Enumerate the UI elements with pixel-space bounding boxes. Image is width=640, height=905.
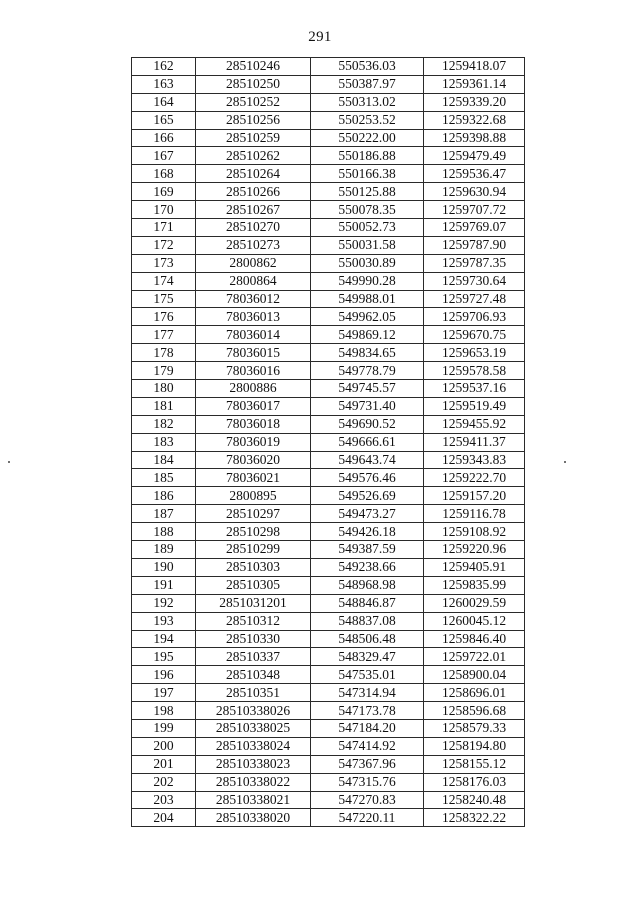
point-number-cell: 162 (132, 58, 196, 76)
point-id-cell: 2800895 (196, 487, 311, 505)
table-row (132, 737, 525, 755)
point-number-cell: 178 (132, 344, 196, 362)
point-number-cell: 173 (132, 254, 196, 272)
x-coordinate-cell: 550186.88 (311, 147, 424, 165)
point-id-cell: 2800862 (196, 254, 311, 272)
y-coordinate-cell: 1259361.14 (424, 75, 525, 93)
point-number-cell: 165 (132, 111, 196, 129)
x-coordinate-cell: 550166.38 (311, 165, 424, 183)
x-coordinate-cell: 549387.59 (311, 541, 424, 559)
y-coordinate-cell: 1258176.03 (424, 773, 525, 791)
point-number-cell: 198 (132, 702, 196, 720)
table-row (132, 487, 525, 505)
point-id-cell: 78036014 (196, 326, 311, 344)
y-coordinate-cell: 1258322.22 (424, 809, 525, 827)
x-coordinate-cell: 550313.02 (311, 93, 424, 111)
x-coordinate-cell: 548837.08 (311, 612, 424, 630)
y-coordinate-cell: 1259787.90 (424, 236, 525, 254)
x-coordinate-cell: 549666.61 (311, 433, 424, 451)
table-row (132, 272, 525, 290)
x-coordinate-cell: 547315.76 (311, 773, 424, 791)
y-coordinate-cell: 1259322.68 (424, 111, 525, 129)
point-id-cell: 28510266 (196, 183, 311, 201)
y-coordinate-cell: 1259730.64 (424, 272, 525, 290)
table-row (132, 451, 525, 469)
y-coordinate-cell: 1259846.40 (424, 630, 525, 648)
point-id-cell: 28510298 (196, 523, 311, 541)
x-coordinate-cell: 549690.52 (311, 415, 424, 433)
point-id-cell: 28510338020 (196, 809, 311, 827)
table-row (132, 93, 525, 111)
point-number-cell: 200 (132, 737, 196, 755)
table-row (132, 433, 525, 451)
point-id-cell: 28510303 (196, 558, 311, 576)
y-coordinate-cell: 1259769.07 (424, 219, 525, 237)
point-id-cell: 28510259 (196, 129, 311, 147)
point-number-cell: 203 (132, 791, 196, 809)
table-row (132, 165, 525, 183)
table-row (132, 612, 525, 630)
x-coordinate-cell: 549962.05 (311, 308, 424, 326)
x-coordinate-cell: 549238.66 (311, 558, 424, 576)
x-coordinate-cell: 547414.92 (311, 737, 424, 755)
x-coordinate-cell: 550222.00 (311, 129, 424, 147)
point-id-cell: 2800864 (196, 272, 311, 290)
point-number-cell: 193 (132, 612, 196, 630)
point-id-cell: 78036015 (196, 344, 311, 362)
x-coordinate-cell: 549778.79 (311, 362, 424, 380)
y-coordinate-cell: 1260045.12 (424, 612, 525, 630)
y-coordinate-cell: 1259411.37 (424, 433, 525, 451)
point-number-cell: 202 (132, 773, 196, 791)
y-coordinate-cell: 1259108.92 (424, 523, 525, 541)
y-coordinate-cell: 1259405.91 (424, 558, 525, 576)
point-number-cell: 170 (132, 201, 196, 219)
table-row (132, 236, 525, 254)
point-number-cell: 167 (132, 147, 196, 165)
x-coordinate-cell: 549426.18 (311, 523, 424, 541)
point-id-cell: 28510297 (196, 505, 311, 523)
table-row (132, 755, 525, 773)
point-id-cell: 28510348 (196, 666, 311, 684)
x-coordinate-cell: 548506.48 (311, 630, 424, 648)
y-coordinate-cell: 1259722.01 (424, 648, 525, 666)
y-coordinate-cell: 1259707.72 (424, 201, 525, 219)
table-row (132, 58, 525, 76)
point-number-cell: 199 (132, 719, 196, 737)
x-coordinate-cell: 549834.65 (311, 344, 424, 362)
x-coordinate-cell: 549473.27 (311, 505, 424, 523)
point-number-cell: 176 (132, 308, 196, 326)
table-row (132, 469, 525, 487)
y-coordinate-cell: 1259670.75 (424, 326, 525, 344)
y-coordinate-cell: 1259479.49 (424, 147, 525, 165)
table-row (132, 397, 525, 415)
point-id-cell: 28510273 (196, 236, 311, 254)
point-number-cell: 184 (132, 451, 196, 469)
table-body (132, 58, 525, 827)
point-number-cell: 185 (132, 469, 196, 487)
x-coordinate-cell: 549526.69 (311, 487, 424, 505)
y-coordinate-cell: 1259536.47 (424, 165, 525, 183)
point-id-cell: 28510262 (196, 147, 311, 165)
x-coordinate-cell: 547173.78 (311, 702, 424, 720)
y-coordinate-cell: 1259418.07 (424, 58, 525, 76)
y-coordinate-cell: 1259727.48 (424, 290, 525, 308)
point-id-cell: 28510270 (196, 219, 311, 237)
point-id-cell: 28510267 (196, 201, 311, 219)
table-row (132, 702, 525, 720)
x-coordinate-cell: 548846.87 (311, 594, 424, 612)
point-number-cell: 201 (132, 755, 196, 773)
point-id-cell: 78036017 (196, 397, 311, 415)
x-coordinate-cell: 547367.96 (311, 755, 424, 773)
y-coordinate-cell: 1259222.70 (424, 469, 525, 487)
y-coordinate-cell: 1259116.78 (424, 505, 525, 523)
y-coordinate-cell: 1259398.88 (424, 129, 525, 147)
y-coordinate-cell: 1259339.20 (424, 93, 525, 111)
scan-speck-left (8, 461, 10, 463)
table-row (132, 415, 525, 433)
table-row (132, 773, 525, 791)
x-coordinate-cell: 549731.40 (311, 397, 424, 415)
table-row (132, 523, 525, 541)
point-number-cell: 169 (132, 183, 196, 201)
point-number-cell: 177 (132, 326, 196, 344)
point-number-cell: 183 (132, 433, 196, 451)
y-coordinate-cell: 1258240.48 (424, 791, 525, 809)
point-number-cell: 175 (132, 290, 196, 308)
point-id-cell: 28510330 (196, 630, 311, 648)
y-coordinate-cell: 1258579.33 (424, 719, 525, 737)
point-number-cell: 180 (132, 380, 196, 398)
table-row (132, 594, 525, 612)
x-coordinate-cell: 548329.47 (311, 648, 424, 666)
table-row (132, 576, 525, 594)
point-id-cell: 78036012 (196, 290, 311, 308)
x-coordinate-cell: 549990.28 (311, 272, 424, 290)
page-number: 291 (308, 29, 332, 45)
x-coordinate-cell: 550052.73 (311, 219, 424, 237)
table-row (132, 558, 525, 576)
table-row (132, 183, 525, 201)
y-coordinate-cell: 1259343.83 (424, 451, 525, 469)
y-coordinate-cell: 1259835.99 (424, 576, 525, 594)
y-coordinate-cell: 1260029.59 (424, 594, 525, 612)
point-number-cell: 174 (132, 272, 196, 290)
point-number-cell: 197 (132, 684, 196, 702)
point-id-cell: 28510312 (196, 612, 311, 630)
point-number-cell: 168 (132, 165, 196, 183)
table-row (132, 326, 525, 344)
y-coordinate-cell: 1258155.12 (424, 755, 525, 773)
y-coordinate-cell: 1259706.93 (424, 308, 525, 326)
table-row (132, 308, 525, 326)
point-number-cell: 172 (132, 236, 196, 254)
point-id-cell: 28510250 (196, 75, 311, 93)
table-row (132, 630, 525, 648)
scan-speck-right (564, 461, 566, 463)
table-row (132, 380, 525, 398)
y-coordinate-cell: 1258194.80 (424, 737, 525, 755)
x-coordinate-cell: 549643.74 (311, 451, 424, 469)
point-id-cell: 78036019 (196, 433, 311, 451)
x-coordinate-cell: 548968.98 (311, 576, 424, 594)
x-coordinate-cell: 550253.52 (311, 111, 424, 129)
y-coordinate-cell: 1259630.94 (424, 183, 525, 201)
x-coordinate-cell: 550536.03 (311, 58, 424, 76)
table-row (132, 219, 525, 237)
table-row (132, 129, 525, 147)
y-coordinate-cell: 1259519.49 (424, 397, 525, 415)
table-row (132, 505, 525, 523)
point-number-cell: 190 (132, 558, 196, 576)
y-coordinate-cell: 1259578.58 (424, 362, 525, 380)
x-coordinate-cell: 550387.97 (311, 75, 424, 93)
point-number-cell: 192 (132, 594, 196, 612)
x-coordinate-cell: 547184.20 (311, 719, 424, 737)
point-id-cell: 2800886 (196, 380, 311, 398)
x-coordinate-cell: 549576.46 (311, 469, 424, 487)
point-id-cell: 28510252 (196, 93, 311, 111)
point-number-cell: 163 (132, 75, 196, 93)
point-id-cell: 78036016 (196, 362, 311, 380)
table-row (132, 791, 525, 809)
point-number-cell: 166 (132, 129, 196, 147)
table-row (132, 648, 525, 666)
x-coordinate-cell: 549988.01 (311, 290, 424, 308)
table-row (132, 147, 525, 165)
y-coordinate-cell: 1259220.96 (424, 541, 525, 559)
x-coordinate-cell: 549869.12 (311, 326, 424, 344)
point-id-cell: 28510338025 (196, 719, 311, 737)
point-number-cell: 191 (132, 576, 196, 594)
point-id-cell: 28510246 (196, 58, 311, 76)
point-id-cell: 28510338022 (196, 773, 311, 791)
point-id-cell: 28510305 (196, 576, 311, 594)
table-row (132, 684, 525, 702)
table-row (132, 290, 525, 308)
point-number-cell: 182 (132, 415, 196, 433)
x-coordinate-cell: 550031.58 (311, 236, 424, 254)
point-id-cell: 2851031201 (196, 594, 311, 612)
point-id-cell: 28510338023 (196, 755, 311, 773)
point-id-cell: 78036021 (196, 469, 311, 487)
point-id-cell: 28510264 (196, 165, 311, 183)
point-id-cell: 28510256 (196, 111, 311, 129)
point-id-cell: 78036018 (196, 415, 311, 433)
point-id-cell: 78036020 (196, 451, 311, 469)
y-coordinate-cell: 1259537.16 (424, 380, 525, 398)
x-coordinate-cell: 550125.88 (311, 183, 424, 201)
point-number-cell: 186 (132, 487, 196, 505)
table-row (132, 362, 525, 380)
point-number-cell: 189 (132, 541, 196, 559)
point-id-cell: 28510337 (196, 648, 311, 666)
point-number-cell: 188 (132, 523, 196, 541)
table-row (132, 75, 525, 93)
table-row (132, 666, 525, 684)
y-coordinate-cell: 1258696.01 (424, 684, 525, 702)
point-number-cell: 171 (132, 219, 196, 237)
point-id-cell: 78036013 (196, 308, 311, 326)
point-number-cell: 164 (132, 93, 196, 111)
x-coordinate-cell: 547314.94 (311, 684, 424, 702)
y-coordinate-cell: 1259653.19 (424, 344, 525, 362)
table-row (132, 111, 525, 129)
table-row (132, 719, 525, 737)
point-id-cell: 28510351 (196, 684, 311, 702)
y-coordinate-cell: 1259157.20 (424, 487, 525, 505)
point-number-cell: 187 (132, 505, 196, 523)
point-id-cell: 28510338021 (196, 791, 311, 809)
point-number-cell: 195 (132, 648, 196, 666)
table-row (132, 254, 525, 272)
table-row (132, 201, 525, 219)
point-number-cell: 194 (132, 630, 196, 648)
point-number-cell: 181 (132, 397, 196, 415)
x-coordinate-cell: 550030.89 (311, 254, 424, 272)
point-id-cell: 28510299 (196, 541, 311, 559)
y-coordinate-cell: 1259455.92 (424, 415, 525, 433)
x-coordinate-cell: 547535.01 (311, 666, 424, 684)
point-id-cell: 28510338024 (196, 737, 311, 755)
point-number-cell: 204 (132, 809, 196, 827)
coordinates-table (131, 57, 525, 827)
point-id-cell: 28510338026 (196, 702, 311, 720)
table-row (132, 344, 525, 362)
y-coordinate-cell: 1258900.04 (424, 666, 525, 684)
table-row (132, 541, 525, 559)
x-coordinate-cell: 547270.83 (311, 791, 424, 809)
table-row (132, 809, 525, 827)
y-coordinate-cell: 1259787.35 (424, 254, 525, 272)
x-coordinate-cell: 550078.35 (311, 201, 424, 219)
x-coordinate-cell: 549745.57 (311, 380, 424, 398)
point-number-cell: 179 (132, 362, 196, 380)
point-number-cell: 196 (132, 666, 196, 684)
y-coordinate-cell: 1258596.68 (424, 702, 525, 720)
x-coordinate-cell: 547220.11 (311, 809, 424, 827)
